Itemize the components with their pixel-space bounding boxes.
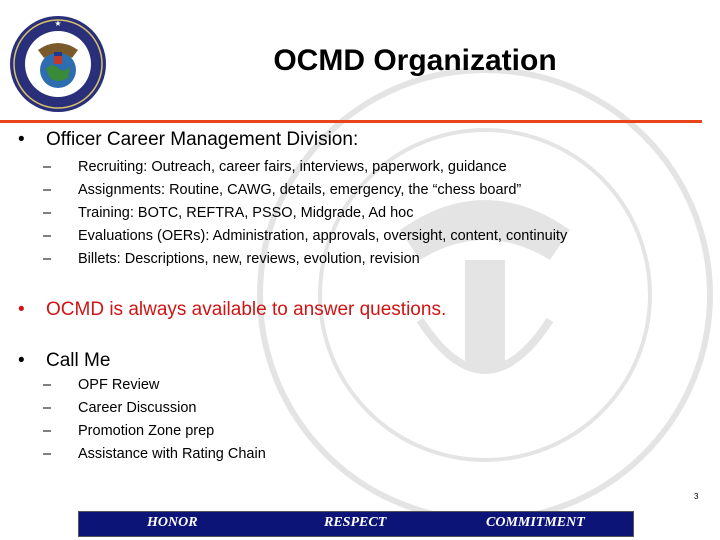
dash-marker: –	[43, 377, 52, 393]
list-item-text: Evaluations (OERs): Administration, approvals, oversight, content, continuity	[78, 228, 568, 244]
svg-text:★: ★	[54, 19, 62, 28]
bullet-text: Call Me	[46, 350, 111, 371]
dash-marker: –	[43, 423, 52, 439]
footer-honor: HONOR	[147, 515, 198, 530]
bullet-marker: •	[18, 350, 25, 371]
list-item	[43, 205, 414, 221]
dash-marker: –	[43, 400, 52, 416]
footer-commitment: COMMITMENT	[486, 515, 585, 530]
list-item	[43, 182, 521, 198]
list-item	[43, 423, 214, 439]
title-divider	[0, 120, 702, 123]
dash-marker: –	[43, 159, 52, 175]
footer-banner	[78, 511, 634, 537]
noaa-corps-seal-logo	[8, 14, 108, 114]
dash-marker: –	[43, 182, 52, 198]
list-item	[43, 251, 420, 267]
list-item-text: Assistance with Rating Chain	[78, 446, 266, 462]
list-item-text: Assignments: Routine, CAWG, details, emergency, the “chess board”	[78, 182, 522, 198]
dash-marker: –	[43, 446, 52, 462]
list-item-text: OPF Review	[78, 377, 160, 393]
dash-marker: –	[43, 251, 52, 267]
bullet-text: OCMD is always available to answer questions.	[46, 299, 447, 320]
list-item	[43, 159, 507, 175]
dash-marker: –	[43, 205, 52, 221]
bullet-text: Officer Career Management Division:	[46, 129, 359, 150]
list-item	[43, 400, 196, 416]
list-item	[43, 228, 567, 244]
list-item	[43, 446, 266, 462]
dash-marker: –	[43, 228, 52, 244]
bullet-call-me	[18, 350, 110, 372]
bullet-officer-career	[18, 129, 358, 151]
page-title: OCMD Organization	[273, 44, 557, 77]
list-item-text: Promotion Zone prep	[78, 423, 215, 439]
list-item-text: Training: BOTC, REFTRA, PSSO, Midgrade, Ad hoc	[78, 205, 414, 221]
bullet-availability	[18, 299, 446, 321]
footer-respect: RESPECT	[324, 515, 387, 530]
page-number: 3	[694, 492, 699, 501]
bullet-marker: •	[18, 129, 25, 150]
bullet-marker: •	[18, 299, 25, 320]
list-item	[43, 377, 159, 393]
list-item-text: Career Discussion	[78, 400, 197, 416]
list-item-text: Billets: Descriptions, new, reviews, evolution, revision	[78, 251, 420, 267]
list-item-text: Recruiting: Outreach, career fairs, interviews, paperwork, guidance	[78, 159, 507, 175]
